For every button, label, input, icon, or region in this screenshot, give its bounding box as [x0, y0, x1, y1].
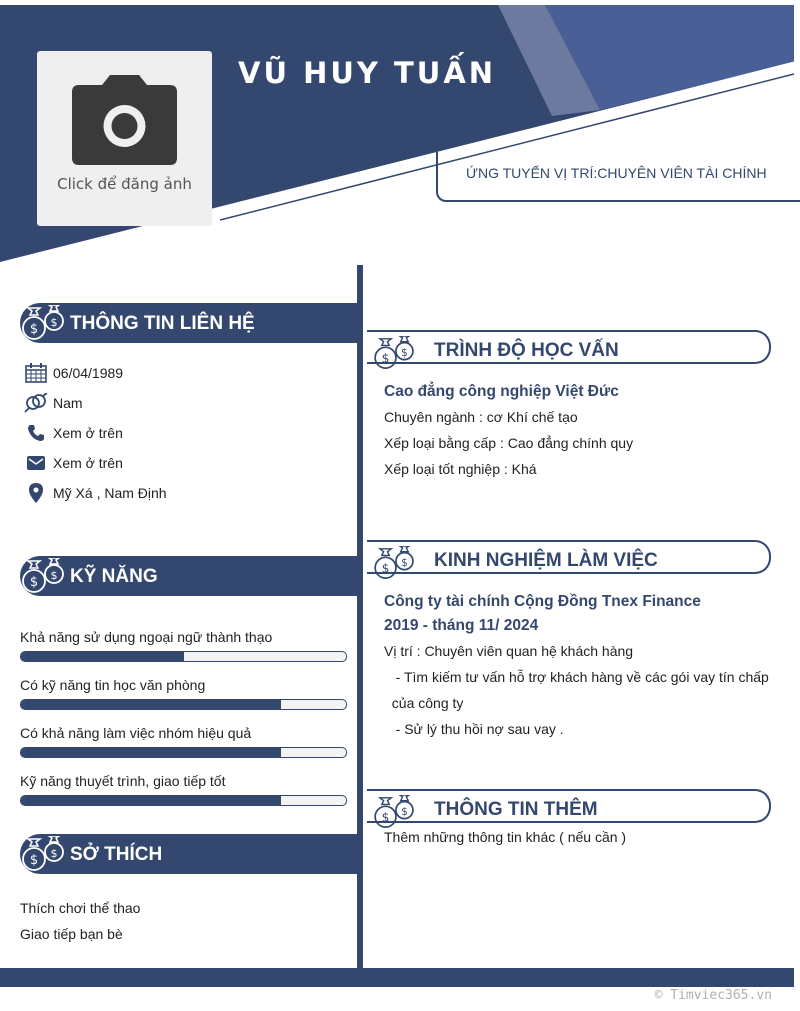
skill-item: [20, 725, 347, 758]
contact-text: Xem ở trên: [53, 455, 123, 471]
contact-list: [24, 358, 167, 508]
svg-text:$: $: [401, 805, 408, 818]
money-bag-icon: [22, 558, 66, 594]
contact-item: [24, 388, 167, 418]
contact-item: [24, 418, 167, 448]
skill-label: Kỹ năng thuyết trình, giao tiếp tốt: [20, 773, 226, 789]
calendar-icon: [24, 361, 48, 385]
skill-item: [20, 629, 347, 662]
skill-bar-fill: [21, 796, 281, 805]
column-divider: [357, 265, 363, 968]
experience-line: - Sử lý thu hồi nợ sau vay .: [384, 721, 564, 737]
svg-text:$: $: [401, 556, 408, 569]
skill-bar: [20, 651, 347, 662]
experience-company: Công ty tài chính Cộng Đồng Tnex Finance: [384, 593, 701, 610]
education-line: Chuyên ngành : cơ Khí chế tạo: [384, 409, 578, 425]
skill-bar: [20, 795, 347, 806]
svg-text:$: $: [381, 561, 390, 576]
contact-item: [24, 478, 167, 508]
skills-header: [20, 556, 357, 596]
contact-text: Mỹ Xá , Nam Định: [53, 485, 167, 501]
extra-title: THÔNG TIN THÊM: [434, 799, 598, 820]
svg-text:$: $: [29, 575, 39, 590]
skill-item: [20, 677, 347, 710]
education-line: Xếp loại bằng cấp : Cao đẳng chính quy: [384, 435, 634, 451]
education-school: Cao đẳng công nghiệp Việt Đức: [384, 383, 619, 400]
hobbies-title: SỞ THÍCH: [70, 844, 163, 865]
skills-title: KỸ NĂNG: [70, 566, 158, 587]
contact-header: [20, 303, 357, 343]
svg-text:$: $: [381, 351, 390, 366]
skill-bar: [20, 699, 347, 710]
skill-item: [20, 773, 347, 806]
contact-text: Xem ở trên: [53, 425, 123, 441]
extra-text: Thêm những thông tin khác ( nếu cần ): [384, 829, 627, 845]
photo-caption: Click để đăng ảnh: [57, 175, 192, 193]
experience-line: của công ty: [384, 695, 464, 711]
email-icon: [24, 451, 48, 475]
contact-item: [24, 448, 167, 478]
skill-label: Khả năng sử dụng ngoại ngữ thành thạo: [20, 629, 273, 645]
location-icon: [24, 481, 48, 505]
footer-bar: [0, 968, 794, 987]
skill-label: Có khả năng làm việc nhóm hiệu quả: [20, 725, 252, 741]
phone-icon: [24, 421, 48, 445]
experience-line: Vị trí : Chuyên viên quan hệ khách hàng: [384, 643, 634, 659]
skill-label: Có kỹ năng tin học văn phòng: [20, 677, 206, 693]
hobbies-header: [20, 834, 357, 874]
education-line: Xếp loại tốt nghiệp : Khá: [384, 461, 537, 477]
money-bag-icon: [372, 336, 418, 370]
experience-line: - Tìm kiếm tư vấn hỗ trợ khách hàng về các gói vay tín chấp: [384, 669, 769, 685]
apply-position: ỨNG TUYỂN VỊ TRÍ:CHUYÊN VIÊN TÀI CHÍNH: [466, 165, 767, 181]
skill-bar: [20, 747, 347, 758]
contact-title: THÔNG TIN LIÊN HỆ: [70, 313, 255, 334]
education-title: TRÌNH ĐỘ HỌC VẤN: [434, 340, 619, 361]
candidate-name: VŨ HUY TUẤN: [238, 56, 497, 90]
money-bag-icon: [22, 305, 66, 341]
copyright: © Timviec365.vn: [654, 988, 772, 1003]
skill-bar-fill: [21, 700, 281, 709]
hobby-item: Thích chơi thể thao: [20, 900, 141, 916]
camera-icon: [72, 75, 177, 165]
money-bag-icon: [22, 836, 66, 872]
money-bag-icon: [372, 546, 418, 580]
svg-text:$: $: [50, 569, 58, 582]
svg-text:$: $: [381, 810, 390, 825]
extra-header: [367, 789, 771, 823]
contact-item: [24, 358, 167, 388]
contact-text: Nam: [53, 395, 83, 411]
experience-title: KINH NGHIỆM LÀM VIỆC: [434, 550, 658, 571]
skill-bar-fill: [21, 652, 184, 661]
svg-text:$: $: [50, 847, 58, 860]
education-header: [367, 330, 771, 364]
profile-photo-placeholder[interactable]: [37, 51, 212, 226]
experience-period: 2019 - tháng 11/ 2024: [384, 617, 539, 634]
hobby-item: Giao tiếp bạn bè: [20, 926, 123, 942]
svg-text:$: $: [29, 322, 39, 337]
svg-text:$: $: [29, 853, 39, 868]
gender-icon: [24, 391, 48, 415]
skill-bar-fill: [21, 748, 281, 757]
contact-text: 06/04/1989: [53, 365, 124, 381]
svg-text:$: $: [50, 316, 58, 329]
svg-text:$: $: [401, 346, 408, 359]
experience-header: [367, 540, 771, 574]
